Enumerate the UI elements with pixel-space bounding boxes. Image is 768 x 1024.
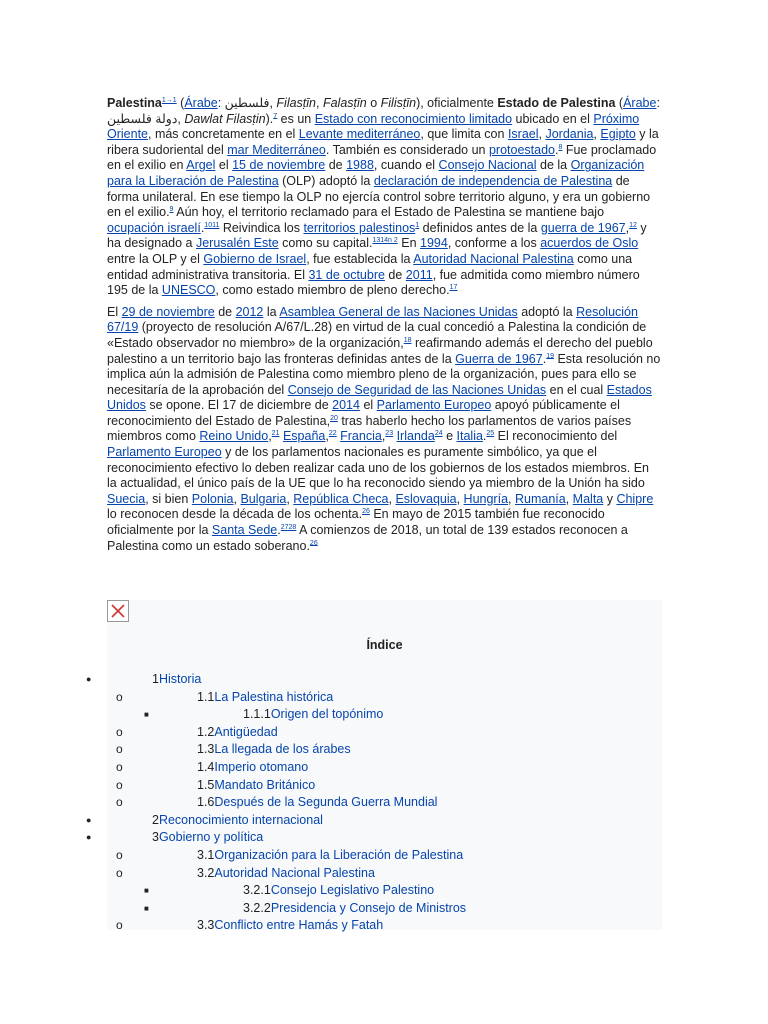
citation-link[interactable]: 23 [385, 430, 394, 438]
toc-link[interactable]: Autoridad Nacional Palestina [214, 865, 375, 880]
text-run: entre la OLP y el [107, 251, 204, 266]
article-link[interactable]: Suecia [107, 491, 146, 506]
bold-term: Palestina [107, 96, 162, 110]
transliteration: Filisṭīn [380, 96, 417, 110]
article-link[interactable]: Malta [572, 491, 604, 506]
article-link[interactable]: Francia [340, 429, 382, 444]
toc-bullet-icon: ● [86, 832, 92, 843]
text-run: de [214, 304, 236, 319]
text-run: ), oficialmente [416, 96, 498, 110]
citation-link[interactable]: 26 [362, 508, 370, 516]
toc-item[interactable] [197, 795, 437, 810]
text-run: y la ribera sudoriental del [107, 127, 659, 157]
article-link[interactable]: declaración de independencia de Palestina [373, 173, 613, 188]
text-run: e [442, 429, 457, 444]
article-link[interactable]: 1988 [346, 158, 374, 173]
text-run: ubicado en el [512, 111, 594, 126]
toc-link[interactable]: Consejo Legislativo Palestino [270, 883, 435, 898]
citation [629, 222, 637, 229]
text-run: el [359, 398, 377, 413]
toc-number: 1.3 [197, 742, 215, 757]
text-run: . [542, 351, 547, 366]
toc-number: 1.1 [197, 689, 215, 704]
toc-number: 3.2 [197, 865, 215, 880]
article-link[interactable]: Santa Sede [211, 523, 278, 538]
article-link[interactable]: Autoridad Nacional Palestina [413, 251, 574, 266]
article-link[interactable]: 29 de noviembre [121, 304, 215, 319]
toc-item[interactable] [197, 918, 383, 933]
citation-link[interactable]: 12 [629, 221, 637, 229]
article-link[interactable]: Asamblea General de las Naciones Unidas [279, 304, 518, 319]
article-link[interactable]: Estado con reconocimiento limitado [314, 111, 513, 126]
citation-link[interactable]: 25 [486, 430, 495, 438]
article-link[interactable]: Parlamento Europeo [107, 445, 222, 460]
citation-link[interactable]: 1314n 2 [372, 237, 398, 245]
text-run: : دولة فلسطين, [107, 96, 660, 126]
text-run: de forma unilateral. En ese tiempo la OLP no ejercía control sobre territorio alguno, y era un gobierno en el exilio. [107, 173, 651, 220]
text-run: o [366, 96, 381, 110]
article-link[interactable]: Árabe [184, 96, 218, 110]
citation-link[interactable]: 9 [169, 206, 174, 213]
article-link[interactable]: Próximo Oriente [107, 111, 640, 142]
toc-number: 3.3 [197, 918, 215, 933]
article-link[interactable]: acuerdos de Oslo [540, 236, 639, 251]
toc-bullet-icon: o [116, 777, 123, 792]
toc-link[interactable]: Historia [158, 672, 202, 686]
article-link[interactable]: 2011 [405, 267, 433, 282]
toc-link[interactable]: Después de la Segunda Guerra Mundial [214, 795, 438, 810]
article-link[interactable]: Jerusalén Este [195, 236, 279, 251]
toc-link[interactable]: Origen del topónimo [270, 707, 384, 722]
article-link[interactable]: protoestado [488, 142, 555, 157]
text-run: adoptó la [517, 304, 577, 319]
text-run: de la [536, 158, 571, 173]
citation [385, 430, 393, 437]
text-run: y ha designado a [107, 220, 647, 251]
text-run: , si bien [145, 491, 192, 506]
citation [450, 284, 458, 291]
article-link[interactable]: Gobierno de Israel [203, 251, 307, 266]
article-link[interactable]: Israel [507, 127, 539, 142]
broken-image-icon [107, 600, 129, 622]
citation [204, 222, 219, 229]
toc-item[interactable] [197, 848, 463, 863]
article-link[interactable]: Consejo de Seguridad de las Naciones Unidas [287, 382, 547, 397]
toc-link[interactable]: Presidencia y Consejo de Ministros [270, 900, 467, 915]
citation-link[interactable]: 20 [330, 414, 338, 422]
text-run: . [277, 523, 281, 538]
text-run: en el cual [546, 382, 607, 397]
article-body [107, 96, 662, 560]
article-link[interactable]: territorios palestinos [303, 220, 416, 235]
citation-link[interactable]: 19 [546, 352, 554, 360]
text-run: El reconocimiento del [494, 429, 618, 444]
text-run: , [388, 491, 396, 506]
toc-number: 1.2 [197, 724, 215, 739]
text-run: lo reconocen desde la década de los ochenta. [107, 507, 363, 522]
text-run: Fue proclamado en el exilio en [107, 142, 657, 173]
text-run: apoyó públicamente el reconocimiento del Estado de Palestina, [107, 398, 620, 428]
citation-link[interactable]: 2728 [280, 523, 297, 531]
toc-number: 3.2.1 [243, 883, 271, 898]
toc-item[interactable] [243, 707, 383, 722]
toc-link[interactable]: Imperio otomano [214, 760, 309, 774]
toc-bullet-icon: o [116, 689, 123, 704]
article-link[interactable]: Organización para la Liberación de Palestina [107, 158, 645, 188]
citation-link[interactable]: 17 [449, 283, 458, 291]
toc-link[interactable]: La llegada de los árabes [214, 742, 351, 757]
transliteration: Dawlat Filasṭin [184, 111, 266, 126]
citation-link[interactable]: 18 [403, 336, 412, 344]
text-run: ( [615, 96, 624, 110]
citation [372, 237, 397, 244]
text-run: y [603, 491, 617, 506]
text-run: de [384, 267, 406, 282]
article-link[interactable]: Italia [456, 429, 483, 444]
text-run: En mayo de 2015 también fue reconocido oficialmente por la [107, 507, 605, 538]
text-run: , como estado miembro de pleno derecho. [215, 283, 450, 298]
text-run: , [325, 429, 329, 444]
article-link[interactable]: 2012 [235, 304, 264, 319]
citation [329, 430, 337, 437]
toc-bullet-icon: ● [86, 674, 92, 684]
text-run: , [508, 491, 515, 506]
article-link[interactable]: 2014 [332, 398, 360, 413]
toc-item[interactable] [243, 901, 466, 916]
toc-item[interactable] [197, 725, 278, 740]
toc-item[interactable] [152, 672, 201, 687]
toc-link[interactable]: Conflicto entre Hamás y Fatah [214, 918, 384, 933]
text-run: , [456, 491, 464, 506]
toc-number: 3.1 [197, 848, 215, 862]
toc-item[interactable] [197, 778, 315, 793]
text-run: Aún hoy, el territorio reclamado para el Estado de Palestina se mantiene bajo [173, 205, 605, 220]
text-run: tras haberlo hecho los parlamentos de varios países miembros como [107, 413, 632, 444]
text-run: como una entidad administrativa transitoria. El [107, 251, 633, 282]
toc-link[interactable]: Gobierno y política [158, 830, 264, 845]
toc-item[interactable] [197, 866, 375, 881]
text-run: definidos antes de la [419, 220, 541, 235]
toc-link[interactable]: Organización para la Liberación de Palestina [214, 848, 464, 862]
toc-title: Índice [366, 638, 403, 652]
toc-item[interactable] [243, 883, 434, 898]
citation-link[interactable]: 26 [309, 539, 318, 547]
text-run: (proyecto de resolución A/67/L.28) en virtud de la cual concedió a Palestina la condición de «Estado observador no miembro» de la organización, [107, 320, 647, 350]
text-run: : فلسطين, [217, 96, 277, 110]
toc-bullet-icon: o [116, 795, 123, 810]
article-link[interactable]: Egipto [600, 127, 636, 142]
toc-item[interactable] [197, 742, 351, 757]
article-link[interactable]: Reino Unido [199, 429, 269, 444]
text-run: , cuando el [373, 158, 439, 173]
citation [362, 508, 370, 515]
toc-bullet-icon: ■ [144, 710, 149, 720]
article-link[interactable]: Consejo Nacional [438, 158, 537, 173]
citation-link[interactable]: 1→1 [161, 96, 177, 104]
citation-link[interactable]: 7 [273, 112, 278, 120]
text-run: Reivindica los [219, 220, 304, 235]
toc-number: 1 [152, 672, 159, 686]
toc-bullet-icon: o [116, 848, 123, 862]
article-link[interactable]: Resolución 67/19 [107, 304, 638, 335]
text-run: Esta resolución no implica aún la admisión de Palestina como miembro pleno de la organización, pues para ello se necesitaría de la aprobación del [107, 351, 661, 397]
text-run: como su capital. [278, 236, 373, 251]
intro-paragraph [107, 96, 662, 299]
text-run: , [316, 96, 323, 110]
text-run: El [107, 304, 122, 319]
text-run: A comienzos de 2018, un total de 139 estados reconocen a Palestina como un estado soberano. [107, 523, 628, 553]
toc-number: 1.4 [197, 760, 215, 774]
article-link[interactable]: UNESCO [161, 283, 216, 298]
article-link[interactable]: Chipre [616, 491, 654, 506]
text-run: , [268, 429, 272, 444]
article-link[interactable]: Árabe [623, 96, 657, 110]
article-link[interactable]: Guerra de 1967 [455, 351, 543, 366]
text-run: , [565, 491, 573, 506]
recognition-paragraph [107, 305, 662, 555]
article-link[interactable]: mar Mediterráneo [227, 142, 326, 157]
toc-bullet-icon: ■ [144, 903, 149, 913]
article-link[interactable]: Jordania [545, 127, 594, 142]
toc-bullet-icon: o [116, 865, 123, 880]
article-link[interactable]: 31 de octubre [308, 267, 385, 282]
article-link[interactable]: ocupación israelí [107, 220, 201, 235]
toc-bullet-icon: o [116, 724, 123, 739]
toc-bullet-icon: ■ [144, 886, 149, 896]
toc-number: 2 [152, 812, 159, 827]
citation [330, 415, 338, 422]
article-link[interactable]: Estados Unidos [107, 382, 652, 413]
text-run: , fue establecida la [306, 251, 414, 266]
article-link[interactable]: Polonia [191, 491, 234, 506]
toc-item[interactable] [152, 830, 263, 845]
article-link[interactable]: República Checa [293, 491, 389, 506]
text-run: En [397, 236, 421, 251]
text-run: ). [265, 111, 274, 126]
text-run: . [554, 142, 559, 157]
article-link[interactable]: Parlamento Europeo [376, 398, 492, 413]
text-run: , [381, 429, 386, 444]
toc-bullet-icon: o [116, 918, 123, 933]
citation [162, 97, 177, 104]
text-run: , [286, 491, 294, 506]
text-run: , [593, 127, 601, 142]
text-run: . [482, 429, 487, 444]
citation [435, 430, 443, 437]
article-link[interactable]: 1994 [420, 236, 448, 251]
text-run: (OLP) adoptó la [278, 173, 374, 188]
citation-link[interactable]: 24 [434, 430, 443, 438]
citation [281, 524, 297, 531]
text-run: y de los parlamentos nacionales es puramente simbólico, ya que el reconocimiento efectivo lo deben realizar cada uno de los gobiernos de los estados miembros. En la actualidad, el único país de la UE que lo ha reconocido siendo ya miembro de la Unión ha sido [107, 445, 649, 491]
toc-number: 1.5 [197, 777, 215, 792]
transliteration: Filasṭīn [276, 96, 316, 110]
toc-item[interactable] [197, 760, 308, 775]
toc-link[interactable]: La Palestina histórica [214, 689, 334, 704]
text-run: el [215, 158, 233, 173]
text-run: ( [176, 96, 185, 110]
toc-number: 1.1.1 [243, 707, 271, 722]
text-run: . [200, 220, 205, 235]
toc-link[interactable]: Reconocimiento internacional [158, 812, 323, 827]
text-run: , más concretamente en el [148, 127, 299, 142]
transliteration: Falasṭīn [322, 96, 367, 110]
toc-bullet-icon: o [116, 760, 123, 774]
citation-link[interactable]: 8 [558, 143, 563, 151]
text-run: , conforme a los [447, 236, 541, 251]
text-run: , que limita con [420, 127, 508, 142]
text-run: , [625, 220, 630, 235]
citation-link[interactable]: 21 [271, 430, 280, 438]
text-run: es un [277, 111, 315, 126]
citation-link[interactable]: 22 [328, 430, 337, 438]
toc-bullet-icon: o [116, 742, 123, 757]
article-link[interactable]: España [282, 429, 326, 444]
citation-link[interactable]: 1 [415, 221, 420, 229]
text-run: , [233, 491, 241, 506]
article-link[interactable]: Rumanía [514, 491, 566, 506]
article-link[interactable]: guerra de 1967 [540, 220, 626, 235]
toc-number: 3 [152, 830, 159, 845]
citation [404, 337, 412, 344]
citation [310, 539, 318, 546]
article-link[interactable]: Eslovaquia [395, 491, 457, 506]
toc-bullet-icon: ● [86, 814, 92, 825]
bold-term: Estado de Palestina [497, 96, 616, 110]
citation [546, 352, 554, 359]
toc-link[interactable]: Mandato Británico [214, 777, 316, 792]
article-link[interactable]: Bulgaria [240, 491, 287, 506]
toc-item[interactable] [197, 690, 333, 705]
text-run: reafirmando además el derecho del pueblo palestino a un territorio bajo las fronteras definidas antes de la [107, 335, 653, 366]
text-run: , fue admitida como miembro número 195 de la [107, 267, 640, 298]
text-run: la [263, 304, 280, 319]
text-run: . También es considerado un [325, 142, 489, 157]
toc-item[interactable] [152, 813, 323, 828]
article-link[interactable]: 15 de noviembre [232, 158, 326, 173]
article-link[interactable]: Argel [186, 158, 216, 173]
toc-number: 3.2.2 [243, 900, 271, 915]
article-link[interactable]: Hungría [463, 491, 509, 506]
text-run: se opone. El 17 de diciembre de [145, 398, 333, 413]
article-link[interactable]: Irlanda [396, 429, 435, 444]
text-run: de [325, 158, 347, 173]
toc-link[interactable]: Antigüedad [214, 724, 278, 739]
article-link[interactable]: Levante mediterráneo [298, 127, 421, 142]
toc-number: 1.6 [197, 795, 215, 810]
text-run: , [538, 127, 546, 142]
citation-link[interactable]: 1011 [204, 221, 220, 229]
